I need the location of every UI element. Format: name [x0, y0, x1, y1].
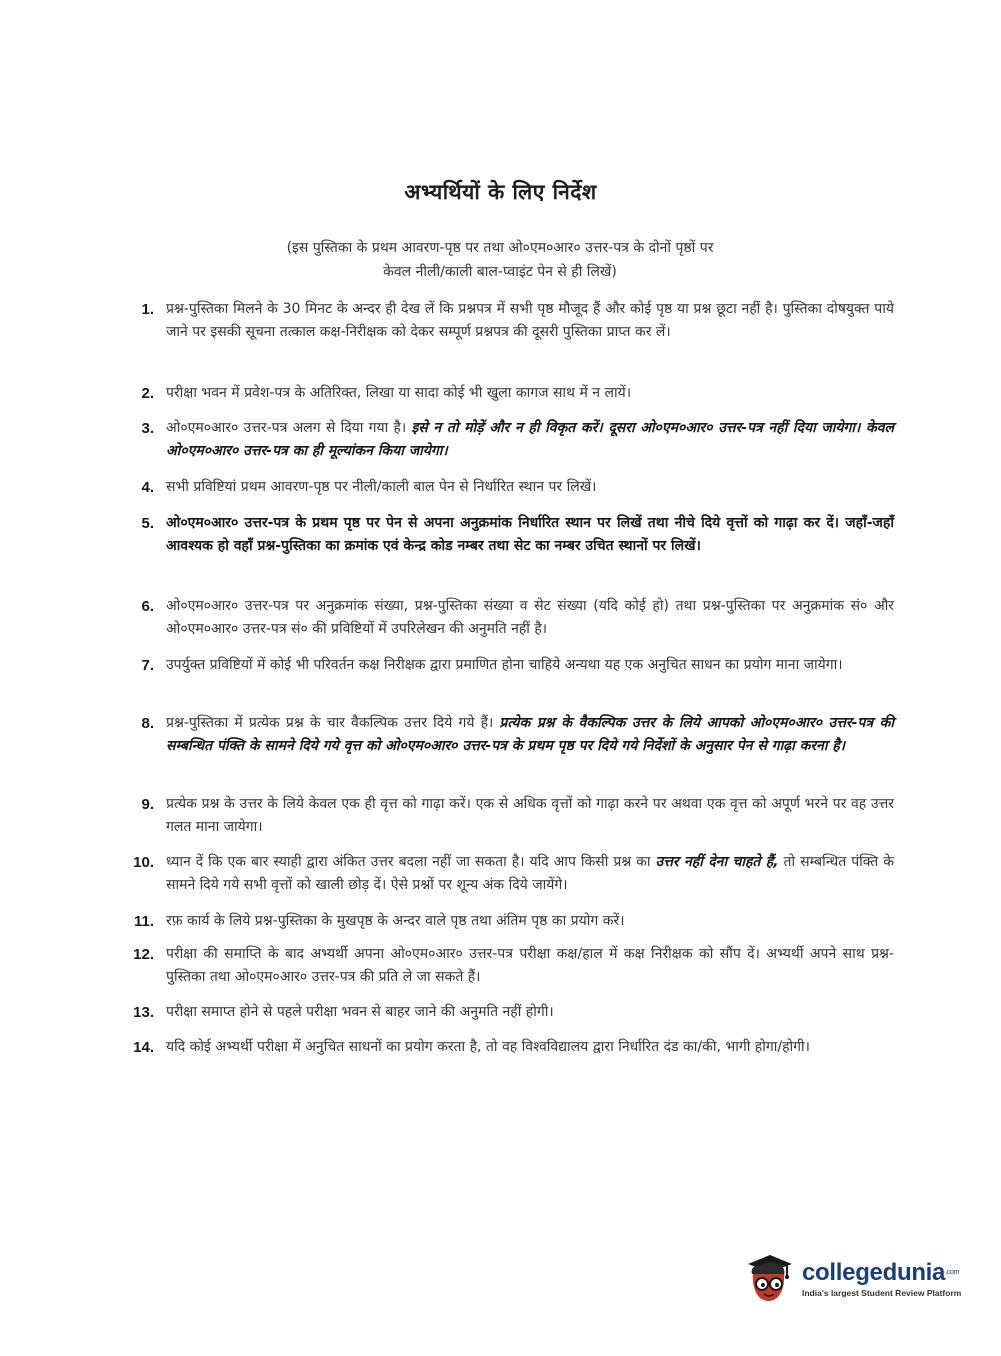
list-item [124, 298, 894, 344]
item-text-emphasis: उत्तर नहीं देना चाहते हैं, [655, 854, 779, 870]
item-text: यदि कोई अभ्यर्थी परीक्षा में अनुचित साधनों का प्रयोग करता है, तो वह विश्वविद्यालय द्वारा निर्धारित दंड का/की, भागी होगा/होगी। [166, 1039, 810, 1055]
item-text: परीक्षा समाप्त होने से पहले परीक्षा भवन से बाहर जाने की अनुमति नहीं होगी। [166, 1004, 554, 1020]
list-item [124, 595, 894, 641]
item-text [166, 417, 894, 463]
item-text: ओ०एम०आर० उत्तर-पत्र पर अनुक्रमांक संख्या, प्रश्न-पुस्तिका संख्या व सेट संख्या (यदि कोई हो) तथा प्रश्न-पुस्तिका पर अनुक्रमांक सं० और ओ०एम०आर० उत्तर-पत्र सं० की प्रविष्टियों में उपरिलेखन की अनुमति नहीं है। [166, 598, 894, 637]
item-text: रफ़ कार्य के लिये प्रश्न-पुस्तिका के मुखपृष्ठ के अन्दर वाले पृष्ठ तथा अंतिम पृष्ठ का प्रयोग करें। [166, 913, 625, 929]
logo-text [802, 1260, 961, 1298]
list-item [124, 793, 894, 839]
subtitle-line-1: (इस पुस्तिका के प्रथम आवरण-पृष्ठ पर तथा ओ०एम०आर० उत्तर-पत्र के दोनों पृष्ठों पर [286, 240, 714, 256]
item-number: 4. [141, 479, 154, 496]
list-item [124, 654, 894, 677]
mascot-icon [740, 1250, 798, 1308]
item-text: सभी प्रविष्टियां प्रथम आवरण-पृष्ठ पर नीली/काली बाल पेन से निर्धारित स्थान पर लिखें। [166, 479, 597, 495]
item-text-emphasis: प्रत्येक प्रश्न के वैकल्पिक उत्तर के लिये आपको ओ०एम०आर० उत्तर-पत्र की सम्बन्धित पंक्ति के सामने दिये गये वृत्त को ओ०एम०आर० उत्तर-पत्र के प्रथम पृष्ठ पर दिये गये निर्देशों के अनुसार पेन से गाढ़ा करना है। [166, 715, 894, 754]
watermark-logo [740, 1248, 972, 1310]
item-text-plain: प्रश्न-पुस्तिका में प्रत्येक प्रश्न के चार वैकल्पिक उत्तर दिये गये हैं। [166, 715, 500, 731]
list-item [124, 417, 894, 463]
list-item [124, 712, 894, 758]
list-item [124, 476, 894, 499]
item-text: प्रश्न-पुस्तिका मिलने के 30 मिनट के अन्दर ही देख लें कि प्रश्नपत्र में सभी पृष्ठ मौजूद हैं और कोई पृष्ठ या प्रश्न छूटा नहीं है। पुस्तिका दोषयुक्त पाये जाने पर इसकी सूचना तत्काल कक्ष-निरीक्षक को देकर सम्पूर्ण प्रश्नपत्र की दूसरी पुस्तिका प्राप्त कर लें। [166, 301, 894, 340]
item-number: 8. [141, 715, 154, 732]
item-number: 6. [141, 598, 154, 615]
page-subtitle [200, 236, 800, 284]
item-number: 7. [141, 657, 154, 674]
list-item [124, 382, 894, 405]
item-number: 13. [133, 1004, 154, 1021]
item-number: 10. [133, 854, 154, 871]
logo-brand: collegedunia [802, 1259, 946, 1286]
item-text: प्रत्येक प्रश्न के उत्तर के लिये केवल एक ही वृत्त को गाढ़ा करें। एक से अधिक वृत्तों को गाढ़ा करने पर अथवा एक वृत्त को अपूर्ण भरने पर वह उत्तर गलत माना जायेगा। [166, 796, 894, 835]
list-item [124, 512, 894, 558]
item-number: 2. [141, 385, 154, 402]
item-text-after: तो सम्बन्धित पंक्ति के सामने दिये गये सभी वृत्तों को खाली छोड़ दें। ऐसे प्रश्नों पर शून्य अंक दिये जायेंगे। [166, 854, 894, 893]
list-item [124, 1036, 894, 1059]
item-number: 12. [133, 946, 154, 963]
list-item [124, 1001, 894, 1024]
item-text [166, 712, 894, 758]
item-text-emphasis: इसे न तो मोड़ें और न ही विकृत करें। दूसरा ओ०एम०आर० उत्तर-पत्र नहीं दिया जायेगा। केवल ओ०एम०आर० उत्तर-पत्र का ही मूल्यांकन किया जायेगा। [166, 420, 894, 459]
item-number: 5. [141, 515, 154, 532]
subtitle-line-2: केवल नीली/काली बाल-प्वाइंट पेन से ही लिखें) [383, 264, 617, 280]
item-text-plain: ओ०एम०आर० उत्तर-पत्र अलग से दिया गया है। [166, 420, 412, 436]
item-text: परीक्षा भवन में प्रवेश-पत्र के अतिरिक्त, लिखा या सादा कोई भी खुला कागज साथ में न लायें। [166, 385, 632, 401]
item-number: 3. [141, 420, 154, 437]
item-number: 9. [141, 796, 154, 813]
list-item [124, 910, 894, 933]
logo-brand-name [802, 1260, 961, 1286]
item-number: 1. [141, 301, 154, 318]
logo-domain-suffix: .com [945, 1269, 960, 1276]
item-text [166, 851, 894, 897]
list-item [124, 943, 894, 989]
item-text-plain: ध्यान दें कि एक बार स्याही द्वारा अंकित उत्तर बदला नहीं जा सकता है। यदि आप किसी प्रश्न का [166, 854, 656, 870]
item-text: परीक्षा की समाप्ति के बाद अभ्यर्थी अपना ओ०एम०आर० उत्तर-पत्र परीक्षा कक्ष/हाल में कक्ष निरीक्षक को सौंप दें। अभ्यर्थी अपने साथ प्रश्न-पुस्तिका तथा ओ०एम०आर० उत्तर-पत्र की प्रति ले जा सकते हैं। [166, 946, 894, 985]
logo-tagline: India's largest Student Review Platform [802, 1288, 962, 1298]
page-title: अभ्यर्थियों के लिए निर्देश [404, 180, 597, 204]
item-text: ओ०एम०आर० उत्तर-पत्र के प्रथम पृष्ठ पर पेन से अपना अनुक्रमांक निर्धारित स्थान पर लिखें तथा नीचे दिये वृत्तों को गाढ़ा कर दें। जहाँ-जहाँ आवश्यक हो वहाँ प्रश्न-पुस्तिका का क्रमांक एवं केन्द्र कोड नम्बर तथा सेट का नम्बर उचित स्थानों पर लिखें। [166, 515, 894, 554]
list-item [124, 851, 894, 897]
item-number: 14. [133, 1039, 154, 1056]
item-number: 11. [133, 913, 154, 930]
item-text: उपर्युक्त प्रविष्टियों में कोई भी परिवर्तन कक्ष निरीक्षक द्वारा प्रमाणित होना चाहिये अन्यथा यह एक अनुचित साधन का प्रयोग माना जायेगा। [166, 657, 843, 673]
